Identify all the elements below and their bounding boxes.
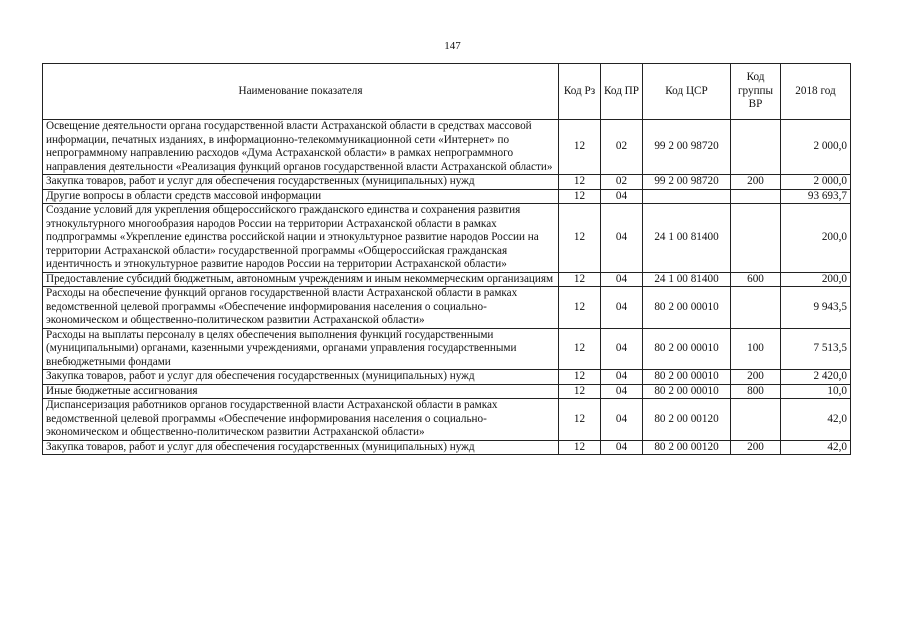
cell-code-vr: 600 (731, 272, 781, 287)
cell-code-pr: 04 (601, 399, 643, 441)
cell-code-rz: 12 (559, 175, 601, 190)
cell-code-csr: 80 2 00 00120 (643, 440, 731, 455)
header-code-csr: Код ЦСР (643, 64, 731, 120)
cell-code-pr: 04 (601, 189, 643, 204)
cell-name: Закупка товаров, работ и услуг для обеспечения государственных (муниципальных) нужд (43, 175, 559, 190)
cell-name: Расходы на обеспечение функций органов государственной власти Астраханской области в рамках ведомственной целевой программы «Обеспечение информирования населения о социально-экономическом и общественно-политическом развитии Астраханской области» (43, 287, 559, 329)
header-name: Наименование показателя (43, 64, 559, 120)
table-row (43, 189, 851, 204)
header-code-vr: Код группы ВР (731, 64, 781, 120)
cell-code-rz: 12 (559, 120, 601, 175)
cell-code-csr: 24 1 00 81400 (643, 204, 731, 273)
cell-name: Освещение деятельности органа государственной власти Астраханской области в средствах массовой информации, печатных изданиях, в информационно-телекоммуникационной сети «Интернет» по непрограммному направлению расходов «Дума Астраханской области» в рамках непрограммного направления деятельности «Реализация функций органов государственной власти Астраханской области» (43, 120, 559, 175)
cell-amount-2018: 2 000,0 (781, 120, 851, 175)
cell-code-vr: 200 (731, 370, 781, 385)
cell-name: Создание условий для укрепления общероссийского гражданского единства и сохранения развития этнокультурного многообразия народов России на территории Астраханской области в рамках подпрограммы «Укрепление единства российской нации и этнокультурное развитие народов России на территории Астраханской области» государственной программы «Общероссийская гражданская идентичность и этнокультурное развитие народов России на территории Астраханской области» (43, 204, 559, 273)
table-row (43, 204, 851, 273)
cell-code-pr: 02 (601, 120, 643, 175)
cell-code-csr: 80 2 00 00010 (643, 384, 731, 399)
table-row (43, 384, 851, 399)
table-row (43, 287, 851, 329)
cell-code-csr: 80 2 00 00010 (643, 370, 731, 385)
cell-code-csr: 24 1 00 81400 (643, 272, 731, 287)
cell-code-vr (731, 399, 781, 441)
cell-code-rz: 12 (559, 384, 601, 399)
cell-amount-2018: 42,0 (781, 399, 851, 441)
cell-code-pr: 04 (601, 440, 643, 455)
cell-name: Диспансеризация работников органов государственной власти Астраханской области в рамках ведомственной целевой программы «Обеспечение информирования населения о социально-экономическом и общественно-политическом развитии Астраханской области» (43, 399, 559, 441)
cell-code-rz: 12 (559, 399, 601, 441)
cell-code-vr (731, 287, 781, 329)
cell-code-rz: 12 (559, 328, 601, 370)
cell-amount-2018: 93 693,7 (781, 189, 851, 204)
header-year-2018: 2018 год (781, 64, 851, 120)
table-header-row (43, 64, 851, 120)
cell-amount-2018: 200,0 (781, 204, 851, 273)
cell-name: Другие вопросы в области средств массовой информации (43, 189, 559, 204)
cell-code-csr: 80 2 00 00010 (643, 287, 731, 329)
cell-code-vr (731, 189, 781, 204)
cell-name: Закупка товаров, работ и услуг для обеспечения государственных (муниципальных) нужд (43, 440, 559, 455)
cell-code-rz: 12 (559, 440, 601, 455)
cell-code-vr (731, 204, 781, 273)
cell-code-vr (731, 120, 781, 175)
cell-code-csr: 80 2 00 00120 (643, 399, 731, 441)
table-row (43, 370, 851, 385)
cell-code-vr: 800 (731, 384, 781, 399)
cell-code-vr: 200 (731, 175, 781, 190)
cell-code-pr: 04 (601, 328, 643, 370)
cell-code-pr: 04 (601, 287, 643, 329)
cell-code-pr: 02 (601, 175, 643, 190)
table-body (43, 120, 851, 455)
table-row (43, 272, 851, 287)
cell-code-rz: 12 (559, 189, 601, 204)
header-code-pr: Код ПР (601, 64, 643, 120)
cell-name: Иные бюджетные ассигнования (43, 384, 559, 399)
cell-code-rz: 12 (559, 204, 601, 273)
cell-code-pr: 04 (601, 370, 643, 385)
cell-code-vr: 100 (731, 328, 781, 370)
cell-code-pr: 04 (601, 384, 643, 399)
cell-code-csr (643, 189, 731, 204)
cell-code-rz: 12 (559, 272, 601, 287)
cell-name: Предоставление субсидий бюджетным, автономным учреждениям и иным некоммерческим организациям (43, 272, 559, 287)
budget-table (42, 63, 851, 455)
table-row (43, 175, 851, 190)
cell-amount-2018: 7 513,5 (781, 328, 851, 370)
page-number: 147 (444, 40, 461, 52)
cell-amount-2018: 9 943,5 (781, 287, 851, 329)
cell-amount-2018: 200,0 (781, 272, 851, 287)
cell-code-csr: 80 2 00 00010 (643, 328, 731, 370)
cell-code-csr: 99 2 00 98720 (643, 175, 731, 190)
cell-amount-2018: 10,0 (781, 384, 851, 399)
cell-name: Расходы на выплаты персоналу в целях обеспечения выполнения функций государственными (муниципальными) органами, казенными учреждениями, органами управления государственными внебюджетными фондами (43, 328, 559, 370)
header-code-rz: Код Рз (559, 64, 601, 120)
cell-name: Закупка товаров, работ и услуг для обеспечения государственных (муниципальных) нужд (43, 370, 559, 385)
table-row (43, 120, 851, 175)
cell-code-csr: 99 2 00 98720 (643, 120, 731, 175)
table-row (43, 328, 851, 370)
cell-amount-2018: 2 420,0 (781, 370, 851, 385)
cell-code-pr: 04 (601, 204, 643, 273)
cell-code-rz: 12 (559, 370, 601, 385)
table-row (43, 399, 851, 441)
cell-code-vr: 200 (731, 440, 781, 455)
table-row (43, 440, 851, 455)
cell-code-rz: 12 (559, 287, 601, 329)
cell-amount-2018: 42,0 (781, 440, 851, 455)
cell-code-pr: 04 (601, 272, 643, 287)
cell-amount-2018: 2 000,0 (781, 175, 851, 190)
